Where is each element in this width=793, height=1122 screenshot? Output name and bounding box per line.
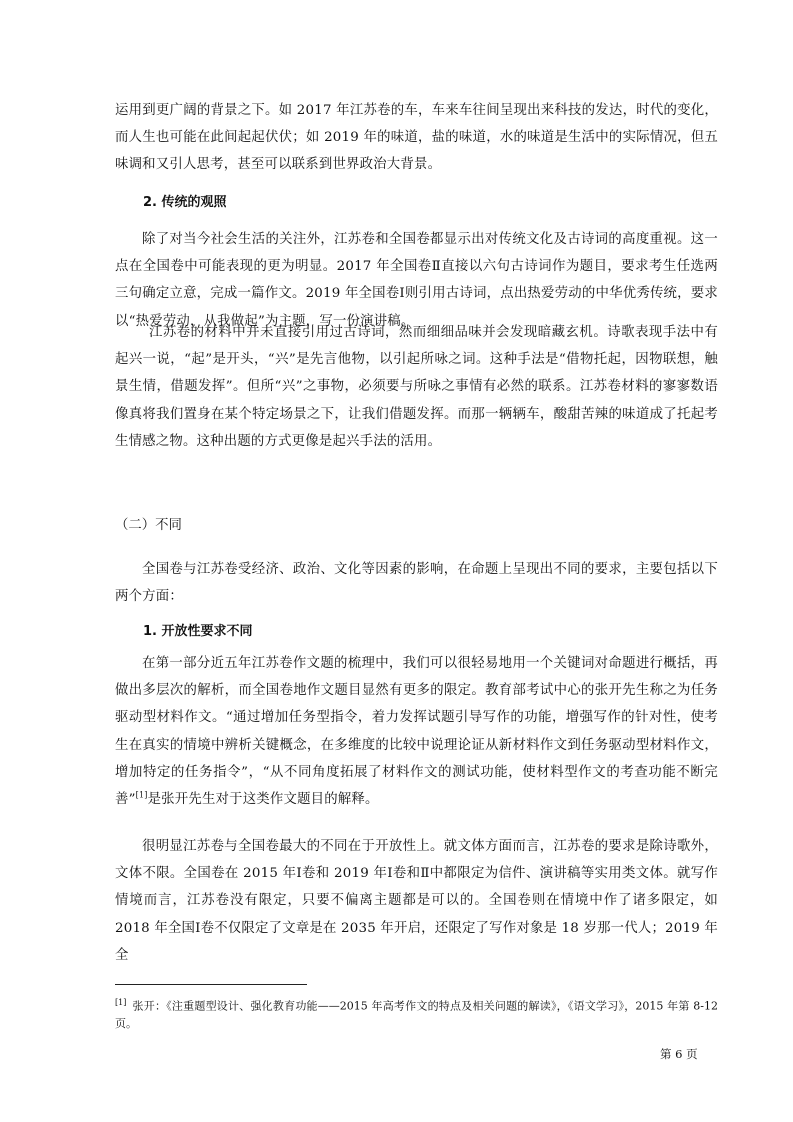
- paragraph-openness-tail: 是张开先生对于这类作文题目的解释。: [147, 792, 379, 808]
- heading-differences: （二）不同: [115, 518, 182, 533]
- heading-tradition: 2. 传统的观照: [143, 195, 227, 210]
- paragraph-tradition: 除了对当今社会生活的关注外，江苏卷和全国卷都显示出对传统文化及古诗词的高度重视。这一点在全国卷中可能表现的更为明显。2017 年全国卷Ⅱ直接以六句古诗词作为题目，要求考生任选两三句确定立意，完成一篇作文。2019 年全国卷Ⅰ则引用古诗词，点出热爱劳动的中华优秀传统，要求以“热爱劳动，从我做起”为主题，写一份演讲稿。: [115, 232, 718, 329]
- paragraph-openness-text: 在第一部分近五年江苏卷作文题的梳理中，我们可以很轻易地用一个关键词对命题进行概括，再做出多层次的解析，而全国卷地作文题目显然有更多的限定。教育部考试中心的张开先生称之为任务驱动型材料作文。“通过增加任务型指令，着力发挥试题引导写作的功能，增强写作的针对性，使考生在真实的情境中辨析关键概念，在多维度的比较中说理论证从新材料作文到任务驱动型材料作文，增加特定的任务指令”，“从不同角度拓展了材料作文的测试功能，使材料型作文的考查功能不断完善”: [115, 656, 718, 808]
- footnote-text: 张开：《注重题型设计、强化教育功能——2015 年高考作文的特点及相关问题的解读》，《语文学习》，2015 年第 8-12 页。: [115, 999, 718, 1030]
- footnote-mark: [1]: [115, 998, 127, 1007]
- footnote: [115, 994, 718, 1032]
- paragraph-differences-intro: 全国卷与江苏卷受经济、政治、文化等因素的影响，在命题上呈现出不同的要求，主要包括以下两个方面：: [115, 562, 718, 605]
- paragraph-comparison: 很明显江苏卷与全国卷最大的不同在于开放性上。就文体方面而言，江苏卷的要求是除诗歌外，文体不限。全国卷在 2015 年Ⅰ卷和 2019 年Ⅰ卷和Ⅱ中都限定为信件、演讲稿等实用类文体。就写作情境而言，江苏卷没有限定，只要不偏离主题都是可以的。全国卷则在情境中作了诸多限定，如 2018 年全国Ⅰ卷不仅限定了文章是在 2035 年开启，还限定了写作对象是 18 岁那一代人；2019 年全: [115, 839, 718, 963]
- paragraph-context: 运用到更广阔的背景之下。如 2017 年江苏卷的车，车来车往间呈现出来科技的发达，时代的变化，而人生也可能在此间起起伏伏；如 2019 年的味道，盐的味道，水的味道是生活中的实际情况，但五味调和又引人思考，甚至可以联系到世界政治大背景。: [115, 103, 718, 173]
- paragraph-jiangsu-xing: 江苏卷的材料中并未直接引用过古诗词，然而细细品味并会发现暗藏玄机。诗歌表现手法中有起兴一说，“起”是开头，“兴”是先言他物，以引起所咏之词。这种手法是“借物托起，因物联想，触景生情，借题发挥”。但所“兴”之事物，必须要与所咏之事情有必然的联系。江苏卷材料的寥寥数语像真将我们置身在某个特定场景之下，让我们借题发挥。而那一辆辆车，酸甜苦辣的味道成了托起考生情感之物。这种出题的方式更像是起兴手法的活用。: [115, 325, 718, 449]
- page-number: 第 6 页: [660, 1047, 698, 1061]
- footnote-divider: [115, 984, 307, 985]
- paragraph-openness: [115, 650, 718, 813]
- footnote-reference: [1]: [135, 790, 148, 800]
- heading-openness: 1. 开放性要求不同: [143, 624, 253, 639]
